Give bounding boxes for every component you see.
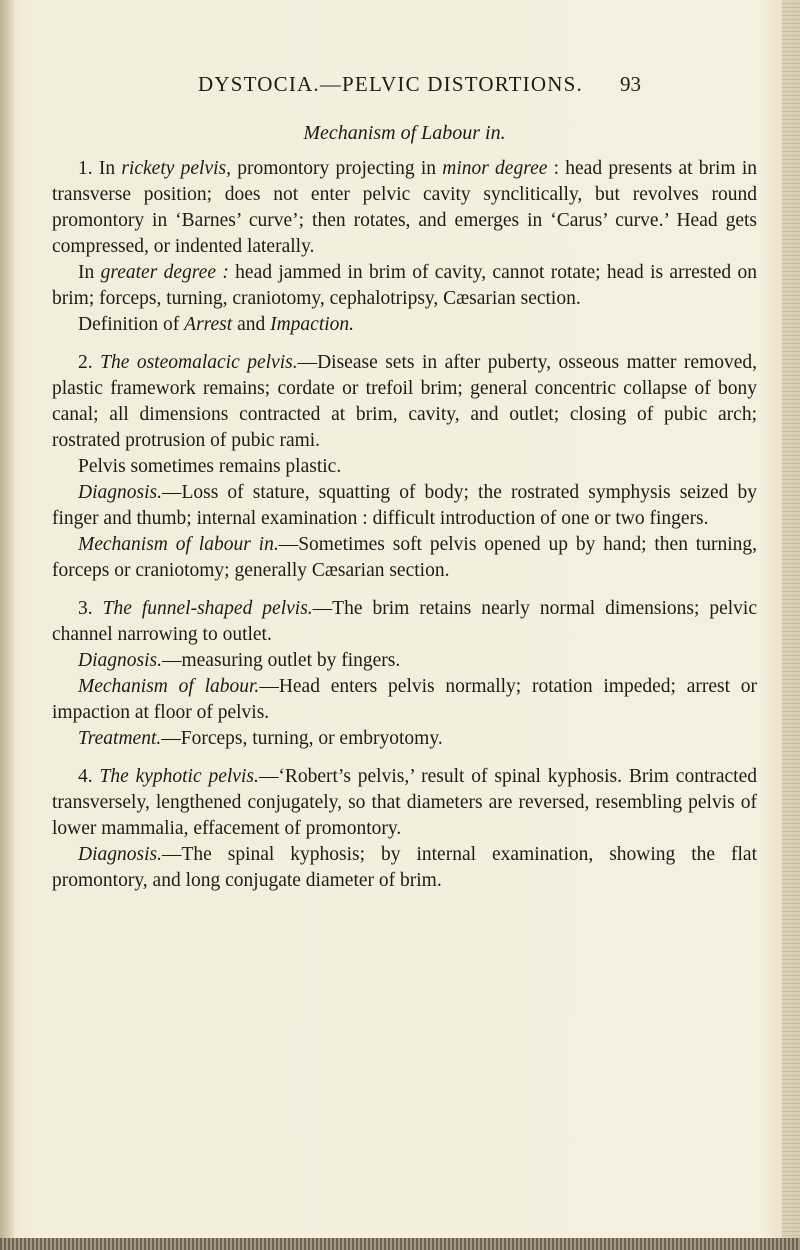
paragraph-p2 — [52, 260, 757, 312]
italic-run: Impaction. — [270, 314, 355, 335]
text-run: —Loss of stature, squatting of body; the rostrated symphysis seized by finger and thumb; internal examination : difficult introduction of one or two fingers. — [52, 482, 757, 529]
italic-run: The kyphotic pelvis. — [99, 766, 259, 787]
paragraph-p1 — [52, 156, 757, 260]
page-number: 93 — [620, 72, 641, 96]
italic-run: Mechanism of labour in. — [78, 534, 279, 555]
text-run: —Disease sets in after puberty, osseous matter removed, plastic framework remains; cordate or trefoil brim; general concentric collapse of bony canal; all dimensions contracted at brim, cavity, and outlet; closing of pubic arch; rostrated protrusion of pubic rami. — [52, 352, 757, 451]
page-bottom-edge — [0, 1238, 800, 1250]
text-run: and — [232, 314, 271, 335]
paragraph-list — [52, 156, 757, 894]
paragraph-p3 — [52, 312, 757, 338]
paragraph-p12 — [52, 764, 757, 842]
italic-run: minor degree — [442, 158, 548, 179]
page-body — [52, 120, 757, 894]
text-run: —Sometimes soft pelvis opened up by hand; then turning, forceps or craniotomy; generally Cæsarian section. — [52, 534, 758, 581]
text-run: —The brim retains nearly normal dimensions; pelvic channel narrowing to outlet. — [52, 598, 757, 645]
paragraph-p11 — [52, 726, 757, 752]
page-gutter-shadow — [0, 0, 14, 1250]
running-head: DYSTOCIA.—PELVIC DISTORTIONS. — [198, 72, 583, 96]
paragraph-p4 — [52, 350, 757, 454]
italic-run: Treatment. — [78, 728, 162, 749]
italic-run: greater degree : — [100, 262, 229, 283]
italic-run: Mechanism of labour. — [78, 676, 260, 697]
text-run: 1. In — [78, 158, 122, 179]
paragraph-p6 — [52, 480, 757, 532]
italic-run: The funnel-shaped pelvis. — [102, 598, 313, 619]
text-run: 4. — [78, 766, 100, 787]
page-header — [0, 72, 800, 102]
italic-run: Diagnosis. — [78, 844, 162, 865]
paragraph-p5 — [52, 454, 757, 480]
text-run: 3. — [78, 598, 103, 619]
text-run: —Head enters pelvis normally; rotation impeded; arrest or impaction at floor of pelvis. — [52, 676, 757, 723]
text-run: —Forceps, turning, or embryotomy. — [161, 728, 443, 749]
italic-run: The osteomalacic pelvis. — [100, 352, 298, 373]
text-run: —The spinal kyphosis; by internal examination, showing the flat promontory, and long conjugate diameter of brim. — [52, 844, 757, 891]
text-run: Definition of — [78, 314, 185, 335]
text-run: promontory projecting in — [230, 158, 443, 179]
section-title: Mechanism of Labour in. — [303, 122, 506, 144]
page-edge-stack — [782, 0, 800, 1250]
italic-run: Arrest — [184, 314, 233, 335]
text-run: 2. — [78, 352, 101, 373]
paragraph-p13 — [52, 842, 757, 894]
text-run: —‘Robert’s pelvis,’ result of spinal kyphosis. Brim contracted transversely, lengthened conjugately, so that diameters are reversed, resembling pelvis of lower mammalia, effacement of promontory. — [52, 766, 757, 839]
paragraph-p8 — [52, 596, 757, 648]
italic-run: rickety pelvis, — [121, 158, 231, 179]
text-run: —measuring outlet by fingers. — [161, 650, 401, 671]
text-run: head jammed in brim of cavity, cannot rotate; head is arrested on brim; forceps, turning, craniotomy, cephalotripsy, Cæsarian section. — [52, 262, 757, 309]
italic-run: Diagnosis. — [78, 482, 162, 503]
paragraph-p10 — [52, 674, 757, 726]
text-run: Pelvis sometimes remains plastic. — [78, 456, 342, 477]
text-run: : head presents at brim in transverse position; does not enter pelvic cavity synclitically, but revolves round promontory in ‘Barnes’ curve’; then rotates, and emerges in ‘Carus’ curve.’ Head gets compressed, or indented laterally. — [52, 158, 757, 257]
paragraph-p9 — [52, 648, 757, 674]
paragraph-p7 — [52, 532, 757, 584]
text-run: In — [78, 262, 101, 283]
italic-run: Diagnosis. — [78, 650, 162, 671]
